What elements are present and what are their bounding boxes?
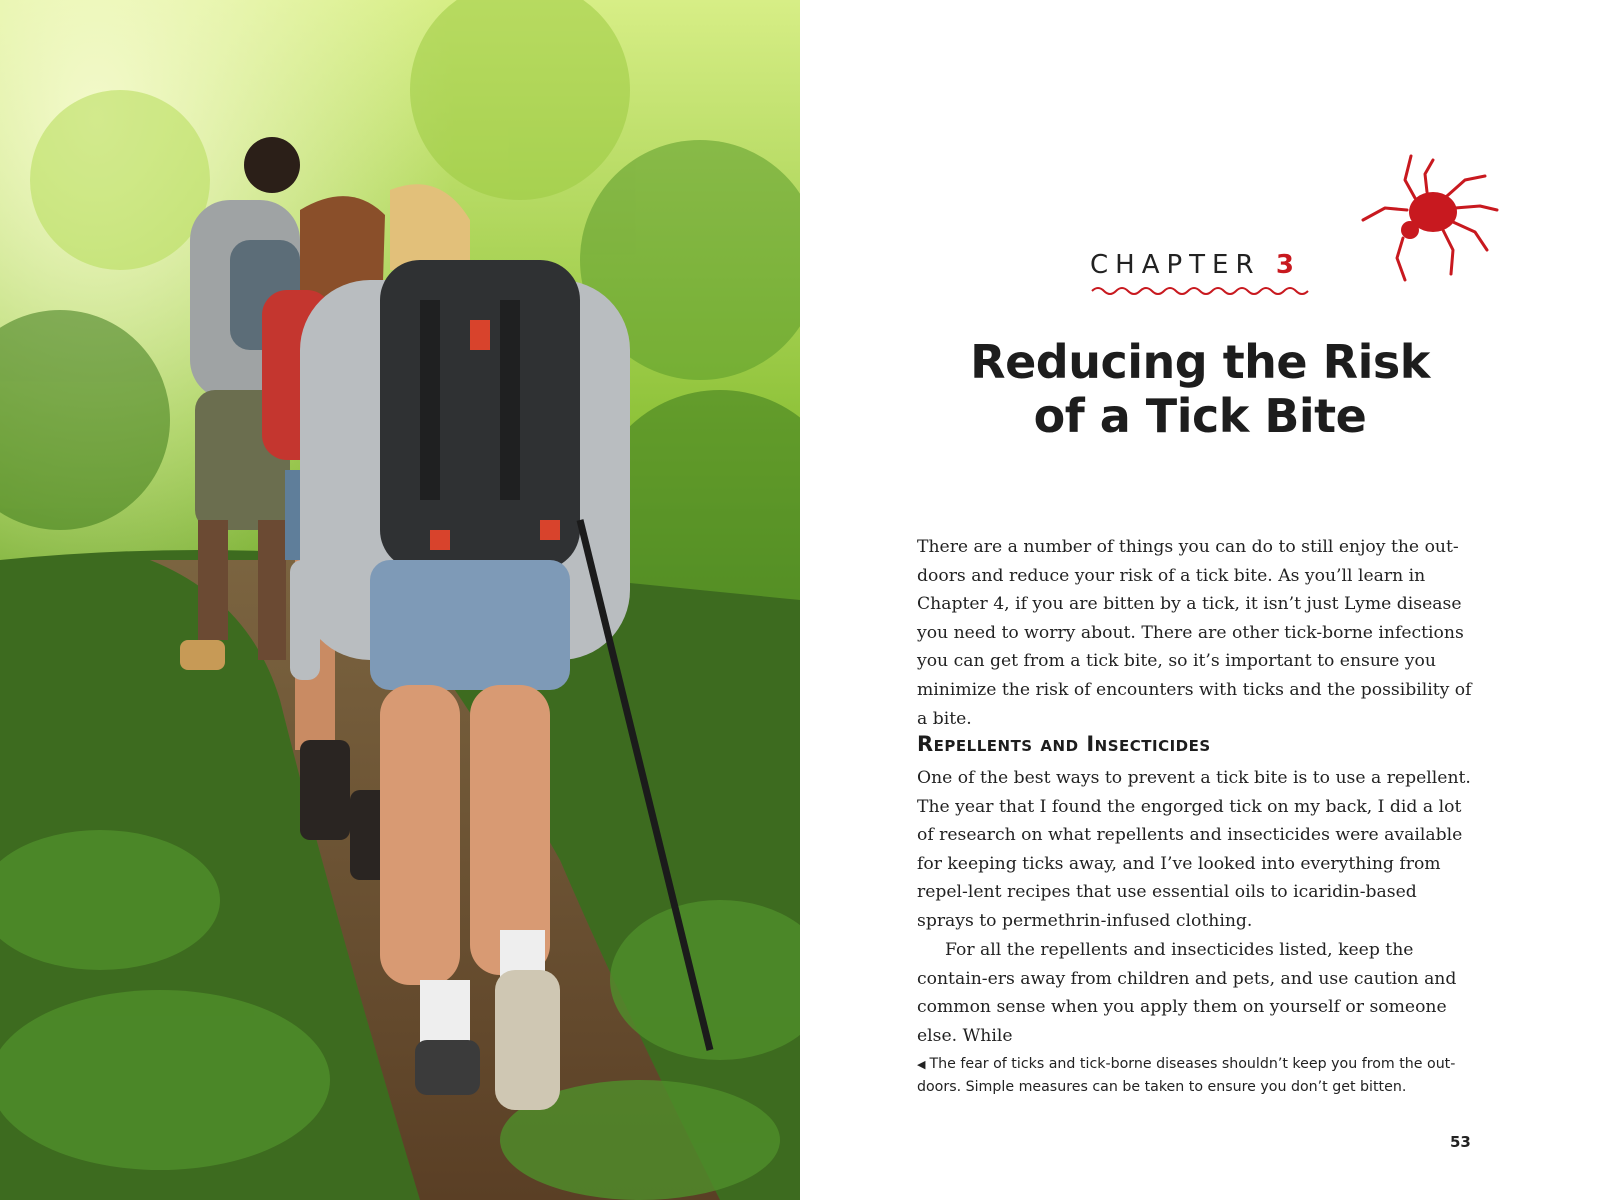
chapter-word: CHAPTER [1090, 250, 1261, 280]
tick-icon [1355, 150, 1505, 290]
photo-caption [917, 1053, 1477, 1098]
chapter-number: 3 [1275, 250, 1294, 280]
page-title [800, 335, 1600, 443]
repellents-paragraph-2: For all the repellents and insecticides listed, keep the contain-ers away from children and pets, and use caution and common sense when you apply them on yourself or someone else. While [917, 940, 1457, 1046]
chapter-label [1090, 250, 1294, 280]
caption-arrow-icon: ◀ [917, 1058, 926, 1071]
chapter-heading [1090, 150, 1490, 300]
title-line-1: Reducing the Risk [970, 335, 1430, 389]
book-page [800, 0, 1600, 1200]
title-line-2: of a Tick Bite [1033, 389, 1367, 443]
chapter-underline [1090, 284, 1310, 298]
caption-text: The fear of ticks and tick-borne diseases shouldn’t keep you from the out-doors. Simple measures can be taken to ensure you don’t get bitten. [917, 1056, 1456, 1095]
intro-paragraph: There are a number of things you can do to still enjoy the out-doors and reduce your risk of a tick bite. As you’ll learn in Chapter 4, if you are bitten by a tick, it isn’t just Lyme disease you need to worry about. There are other tick-borne infections you can get from a tick bite, so it’s important to ensure you minimize the risk of encounters with ticks and the possibility of a bite. [917, 537, 1472, 729]
page-number: 53 [1450, 1133, 1471, 1151]
section-heading: Repellents and Insecticides [917, 732, 1211, 756]
repellents-paragraph-1: One of the best ways to prevent a tick bite is to use a repellent. The year that I found the engorged tick on my back, I did a lot of research on what repellents and insecticides were available for keeping ticks away, and I’ve looked into everything from repel-lent recipes that use essential oils to icaridin-based sprays to permethrin-infused clothing. [917, 768, 1471, 931]
